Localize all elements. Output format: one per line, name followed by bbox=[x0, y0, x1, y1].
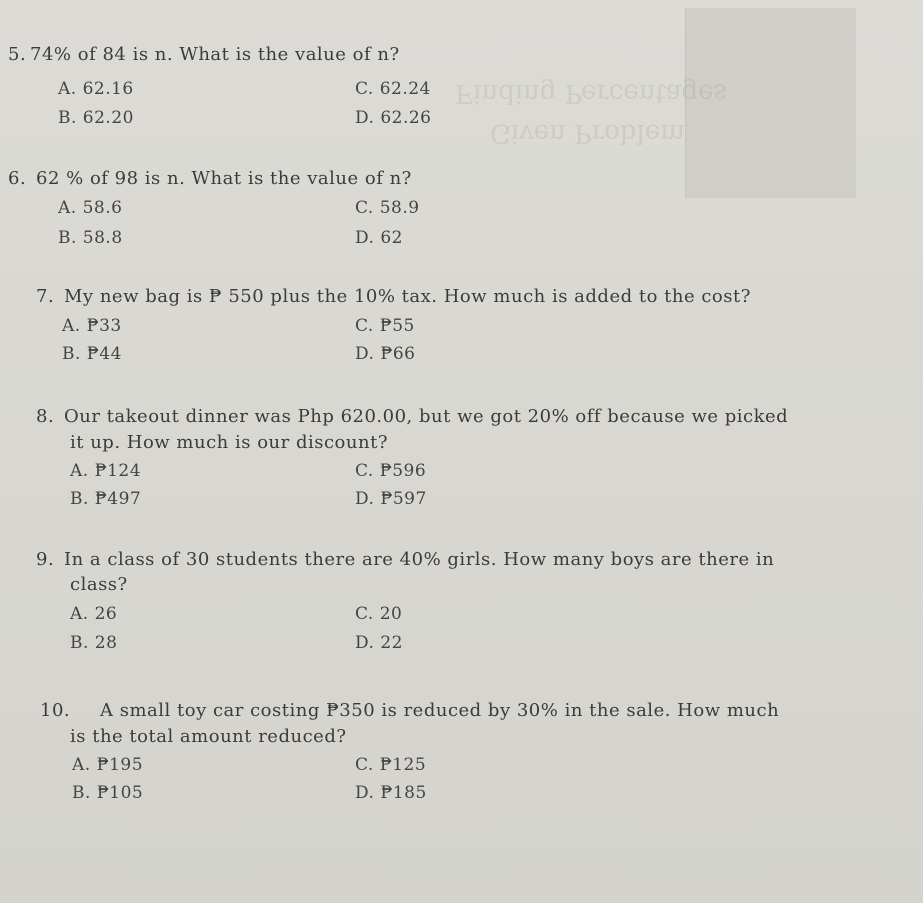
question-9-text-line-2: class? bbox=[70, 574, 128, 595]
question-10-option-d[interactable]: D. ₱185 bbox=[355, 783, 427, 803]
question-10-text-line-1: A small toy car costing ₱350 is reduced by 30% in the sale. How much bbox=[100, 700, 780, 721]
question-6-option-a[interactable]: A. 58.6 bbox=[58, 198, 123, 218]
question-10-number: 10. bbox=[40, 700, 71, 721]
question-7-option-d[interactable]: D. ₱66 bbox=[355, 344, 416, 364]
question-7-text: My new bag is ₱ 550 plus the 10% tax. How much is added to the cost? bbox=[64, 286, 751, 307]
question-6-option-c[interactable]: C. 58.9 bbox=[355, 198, 420, 218]
question-9-option-d[interactable]: D. 22 bbox=[355, 633, 403, 653]
question-8-text-line-2: it up. How much is our discount? bbox=[70, 432, 388, 453]
question-7-option-b[interactable]: B. ₱44 bbox=[62, 344, 122, 364]
question-8-number: 8. bbox=[36, 406, 55, 427]
bleed-through-text: Finding Percentages bbox=[455, 78, 727, 108]
bleed-through-text: Given Problem bbox=[490, 118, 685, 148]
question-8-option-b[interactable]: B. ₱497 bbox=[70, 489, 142, 509]
question-10-option-b[interactable]: B. ₱105 bbox=[72, 783, 144, 803]
question-5-option-c[interactable]: C. 62.24 bbox=[355, 79, 431, 99]
question-8-option-c[interactable]: C. ₱596 bbox=[355, 461, 427, 481]
question-5-option-d[interactable]: D. 62.26 bbox=[355, 108, 432, 128]
question-6-option-d[interactable]: D. 62 bbox=[355, 228, 403, 248]
question-7-option-a[interactable]: A. ₱33 bbox=[62, 316, 122, 336]
question-9-number: 9. bbox=[36, 549, 55, 570]
question-8-option-d[interactable]: D. ₱597 bbox=[355, 489, 427, 509]
question-7-number: 7. bbox=[36, 286, 55, 307]
question-6-option-b[interactable]: B. 58.8 bbox=[58, 228, 123, 248]
question-10-option-c[interactable]: C. ₱125 bbox=[355, 755, 427, 775]
question-9-option-c[interactable]: C. 20 bbox=[355, 604, 403, 624]
question-8-option-a[interactable]: A. ₱124 bbox=[70, 461, 142, 481]
question-9-option-b[interactable]: B. 28 bbox=[70, 633, 118, 653]
question-7-option-c[interactable]: C. ₱55 bbox=[355, 316, 415, 336]
question-10-text-line-2: is the total amount reduced? bbox=[70, 726, 347, 747]
question-6-number: 6. bbox=[8, 168, 27, 189]
question-5-option-b[interactable]: B. 62.20 bbox=[58, 108, 134, 128]
question-10-option-a[interactable]: A. ₱195 bbox=[72, 755, 144, 775]
question-5-option-a[interactable]: A. 62.16 bbox=[58, 79, 134, 99]
question-5-number: 5. bbox=[8, 44, 27, 65]
question-8-text-line-1: Our takeout dinner was Php 620.00, but we got 20% off because we picked bbox=[64, 406, 789, 427]
question-5-text: 74% of 84 is n. What is the value of n? bbox=[30, 44, 400, 65]
question-9-text-line-1: In a class of 30 students there are 40% girls. How many boys are there in bbox=[64, 549, 775, 570]
question-6-text: 62 % of 98 is n. What is the value of n? bbox=[36, 168, 412, 189]
question-9-option-a[interactable]: A. 26 bbox=[70, 604, 118, 624]
